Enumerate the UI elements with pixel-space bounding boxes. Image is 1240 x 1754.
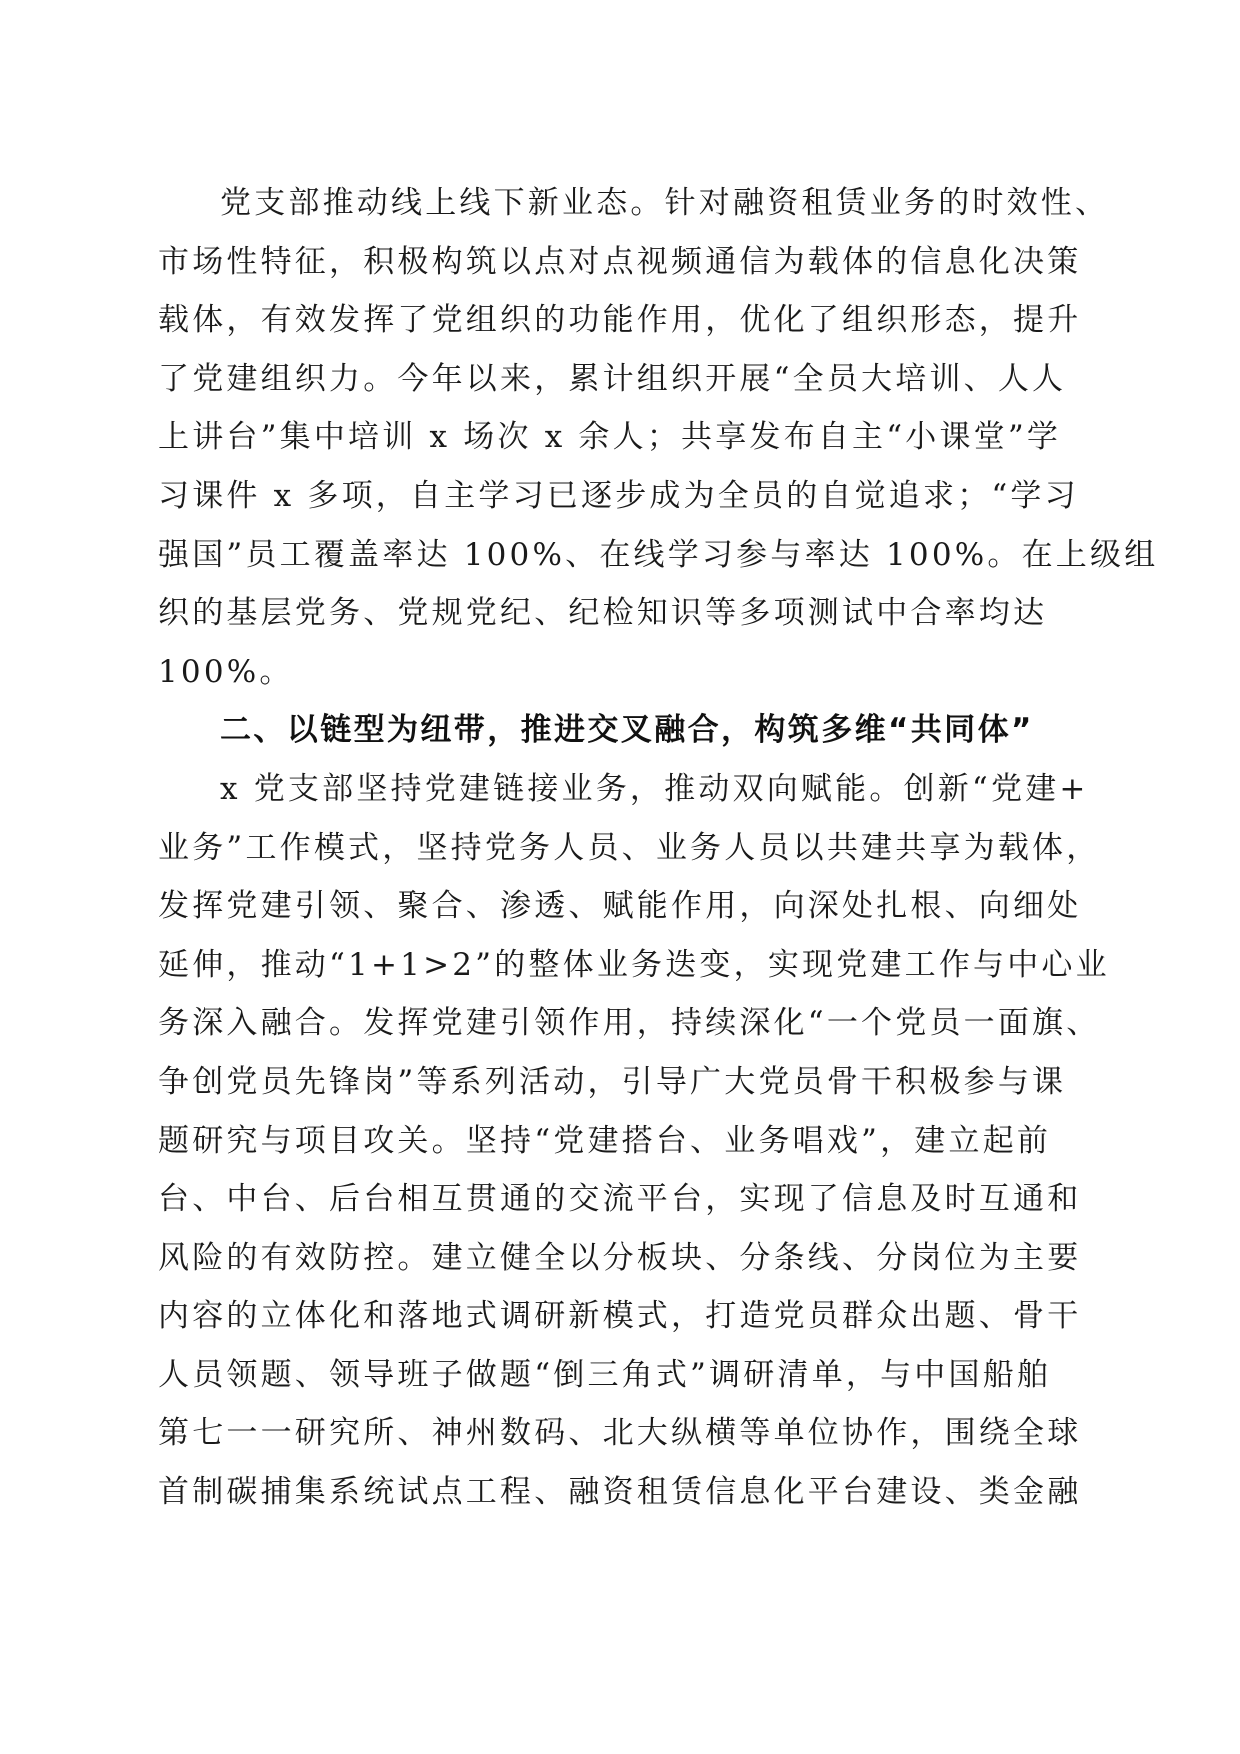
paragraph-1-line-1: 党支部推动线上线下新业态。针对融资租赁业务的时效性、 bbox=[220, 185, 1110, 221]
paragraph-1-line-8: 织的基层党务、党规党纪、纪检知识等多项测试中合率均达 bbox=[158, 595, 1048, 632]
paragraph-2-line-2: 业务”工作模式，坚持党务人员、业务人员以共建共享为载体， bbox=[158, 829, 1101, 866]
paragraph-1-line-5: 上讲台”集中培训 x 场次 x 余人；共享发布自主“小课堂”学 bbox=[158, 419, 1062, 456]
paragraph-2-line-5: 务深入融合。发挥党建引领作用，持续深化“一个党员一面旗、 bbox=[158, 1005, 1101, 1042]
paragraph-1-line-6: 习课件 x 多项，自主学习已逐步成为全员的自觉追求；“学习 bbox=[158, 477, 1079, 514]
paragraph-2-line-8: 台、中台、后台相互贯通的交流平台，实现了信息及时互通和 bbox=[158, 1181, 1082, 1218]
paragraph-1-line-2: 市场性特征，积极构筑以点对点视频通信为载体的信息化决策 bbox=[158, 243, 1082, 280]
section-heading-2: 二、以链型为纽带，推进交叉融合，构筑多维“共同体” bbox=[220, 712, 1034, 749]
paragraph-1-line-4: 了党建组织力。今年以来，累计组织开展“全员大培训、人人 bbox=[158, 360, 1067, 397]
paragraph-2-line-1: x 党支部坚持党建链接业务，推动双向赋能。创新“党建+ bbox=[220, 770, 1089, 807]
paragraph-2-line-4: 延伸，推动“1+1>2”的整体业务迭变，实现党建工作与中心业 bbox=[158, 946, 1110, 983]
paragraph-1-line-7: 强国”员工覆盖率达 100%、在线学习参与率达 100%。在上级组 bbox=[158, 536, 1159, 573]
paragraph-2-line-13: 首制碳捕集系统试点工程、融资租赁信息化平台建设、类金融 bbox=[158, 1474, 1082, 1511]
paragraph-2-line-11: 人员领题、领导班子做题“倒三角式”调研清单，与中国船舶 bbox=[158, 1356, 1052, 1393]
paragraph-2-line-3: 发挥党建引领、聚合、渗透、赋能作用，向深处扎根、向细处 bbox=[158, 888, 1082, 925]
paragraph-2-line-12: 第七一一研究所、神州数码、北大纵横等单位协作，围绕全球 bbox=[158, 1415, 1082, 1452]
paragraph-2-line-10: 内容的立体化和落地式调研新模式，打造党员群众出题、骨干 bbox=[158, 1298, 1082, 1335]
paragraph-2-line-9: 风险的有效防控。建立健全以分板块、分条线、分岗位为主要 bbox=[158, 1239, 1082, 1276]
paragraph-2-line-6: 争创党员先锋岗”等系列活动，引导广大党员骨干积极参与课 bbox=[158, 1063, 1067, 1100]
document-body bbox=[158, 174, 1159, 1522]
paragraph-2-line-7: 题研究与项目攻关。坚持“党建搭台、业务唱戏”，建立起前 bbox=[158, 1122, 1052, 1159]
paragraph-1-line-3: 载体，有效发挥了党组织的功能作用，优化了组织形态，提升 bbox=[158, 302, 1082, 339]
paragraph-1-line-9: 100%。 bbox=[158, 653, 294, 690]
